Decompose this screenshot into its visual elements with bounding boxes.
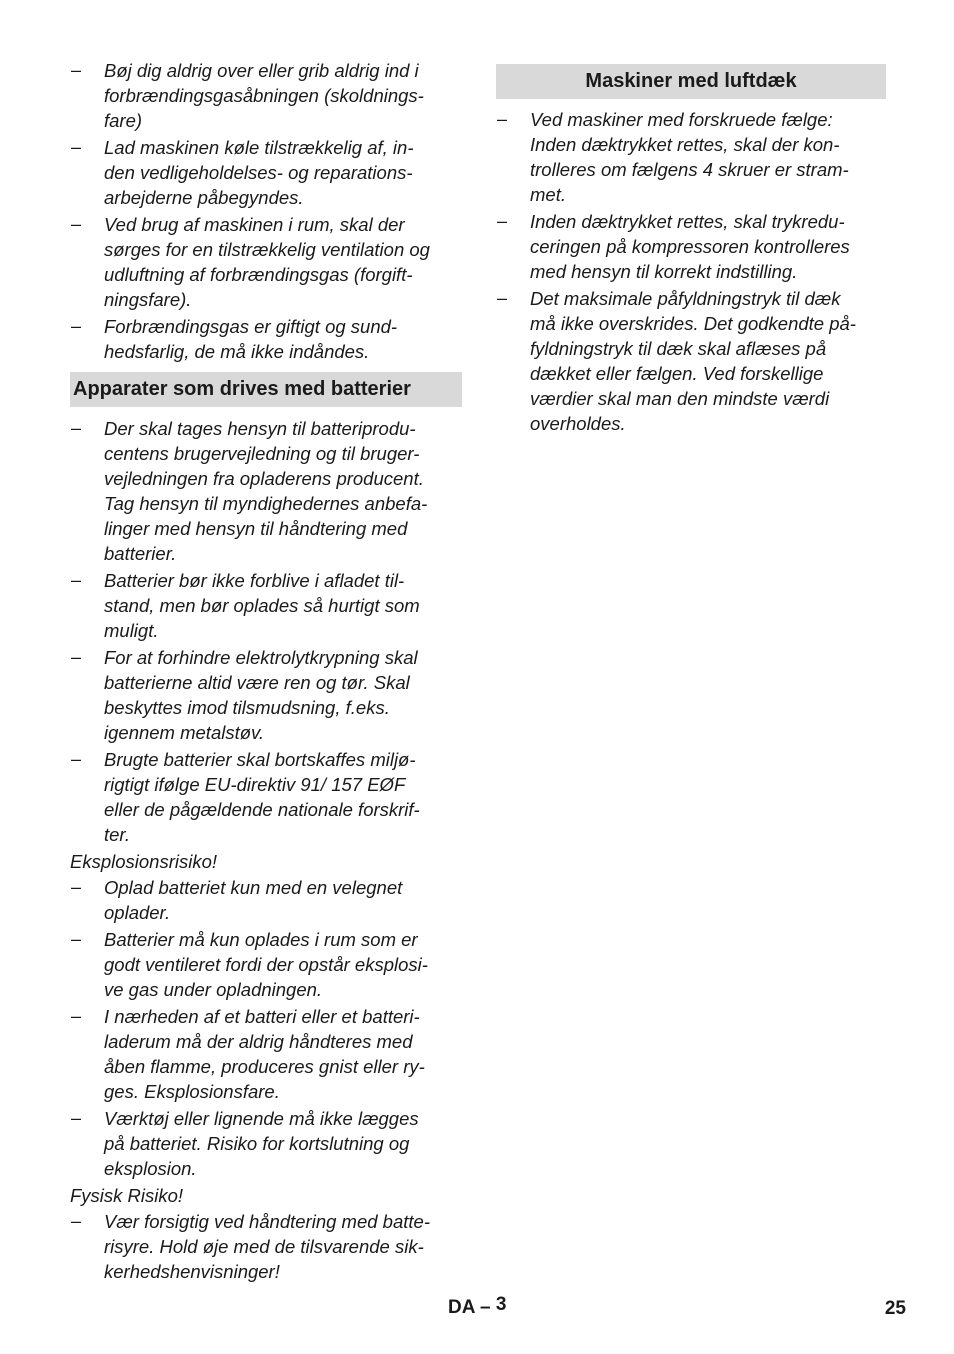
dash-bullet: – [71, 60, 82, 80]
explosion-list [70, 875, 462, 1181]
list-item [496, 286, 886, 436]
list-item [70, 212, 462, 312]
list-item [70, 416, 462, 566]
list-item [70, 568, 462, 643]
dash-bullet: – [71, 214, 82, 234]
dash-bullet: – [71, 749, 82, 769]
item-text: Ved brug af maskinen i rum, skal der sørges for en tilstrækkelig ventilation og udluftning af forbrændingsgas (forgift- ningsfare). [104, 214, 430, 310]
physical-risk-label: Fysisk Risiko! [70, 1185, 184, 1206]
right-column [496, 64, 886, 438]
intro-list [70, 58, 462, 364]
tire-list [496, 107, 886, 436]
list-item [70, 314, 462, 364]
item-text: Bøj dig aldrig over eller grib aldrig ind i forbrændingsgasåbningen (skoldnings- fare) [104, 60, 424, 131]
item-text: I nærheden af et batteri eller et batteri- laderum må der aldrig håndteres med åben flamme, produceres gnist eller ry- ges. Eksplosionsfare. [104, 1006, 425, 1102]
item-text: Batterier må kun oplades i rum som er godt ventileret fordi der opstår eksplosi- ve gas under opladningen. [104, 929, 428, 1000]
item-text: Inden dæktrykket rettes, skal trykredu- ceringen på kompressoren kontrolleres med hensyn til korrekt indstilling. [530, 211, 850, 282]
item-text: Lad maskinen køle tilstrækkelig af, in- den vedligeholdelses- og reparations- arbejderne påbegyndes. [104, 137, 414, 208]
list-item [70, 875, 462, 925]
dash-bullet: – [497, 288, 508, 308]
footer-section-marker [448, 1294, 507, 1319]
footer-lang: DA [448, 1297, 475, 1318]
list-item [70, 58, 462, 133]
list-item [70, 135, 462, 210]
list-item [70, 1004, 462, 1104]
left-column [70, 58, 462, 1286]
item-text: Værktøj eller lignende må ikke lægges på batteriet. Risiko for kortslutning og eksplosion. [104, 1108, 419, 1179]
list-item [496, 107, 886, 207]
list-item [70, 927, 462, 1002]
page-number: 25 [884, 1298, 906, 1319]
item-text: Ved maskiner med forskruede fælge: Inden dæktrykket rettes, skal der kon- trolleres om fælgens 4 skruer er stram- met. [530, 109, 849, 205]
dash-bullet: – [71, 1006, 82, 1026]
list-item [70, 645, 462, 745]
dash-bullet: – [71, 137, 82, 157]
battery-section-heading: Apparater som drives med batterier [70, 372, 462, 407]
item-text: Der skal tages hensyn til batteriprodu- centens brugervejledning og til bruger- vejledningen fra opladerens producent. Tag hensyn til myndighedernes anbefa- linger med hensyn til håndtering med batterier. [104, 418, 428, 564]
item-text: Oplad batteriet kun med en velegnet oplader. [104, 877, 403, 923]
list-item [70, 1106, 462, 1181]
dash-bullet: – [497, 109, 508, 129]
footer-dash: – [480, 1297, 491, 1318]
list-item [70, 1209, 462, 1284]
item-text: Vær forsigtig ved håndtering med batte- risyre. Hold øje med de tilsvarende sik- kerhedshenvisninger! [104, 1211, 430, 1282]
item-text: Batterier bør ikke forblive i afladet til- stand, men bør oplades så hurtigt som muligt. [104, 570, 420, 641]
item-text: Forbrændingsgas er giftigt og sund- hedsfarlig, de må ikke indåndes. [104, 316, 398, 362]
dash-bullet: – [497, 211, 508, 231]
dash-bullet: – [71, 1211, 82, 1231]
dash-bullet: – [71, 316, 82, 336]
explosion-risk-label: Eksplosionsrisiko! [70, 851, 218, 872]
dash-bullet: – [71, 418, 82, 438]
battery-list [70, 416, 462, 847]
tire-section-heading: Maskiner med luftdæk [496, 64, 886, 99]
dash-bullet: – [71, 1108, 82, 1128]
physical-list [70, 1209, 462, 1284]
footer-section-page: 3 [495, 1294, 507, 1315]
dash-bullet: – [71, 877, 82, 897]
dash-bullet: – [71, 647, 82, 667]
item-text: For at forhindre elektrolytkrypning skal batterierne altid være ren og tør. Skal beskyttes imod tilsmudsning, f.eks. igennem metalstøv. [104, 647, 418, 743]
dash-bullet: – [71, 929, 82, 949]
list-item [70, 747, 462, 847]
item-text: Brugte batterier skal bortskaffes miljø- rigtigt ifølge EU-direktiv 91/ 157 EØF eller de pågældende nationale forskrif- ter. [104, 749, 420, 845]
list-item [496, 209, 886, 284]
dash-bullet: – [71, 570, 82, 590]
item-text: Det maksimale påfyldningstryk til dæk må ikke overskrides. Det godkendte på- fyldningstryk til dæk skal aflæses på dækket eller fælgen. Ved forskellige værdier skal man den mindste værdi overholdes. [530, 288, 856, 434]
